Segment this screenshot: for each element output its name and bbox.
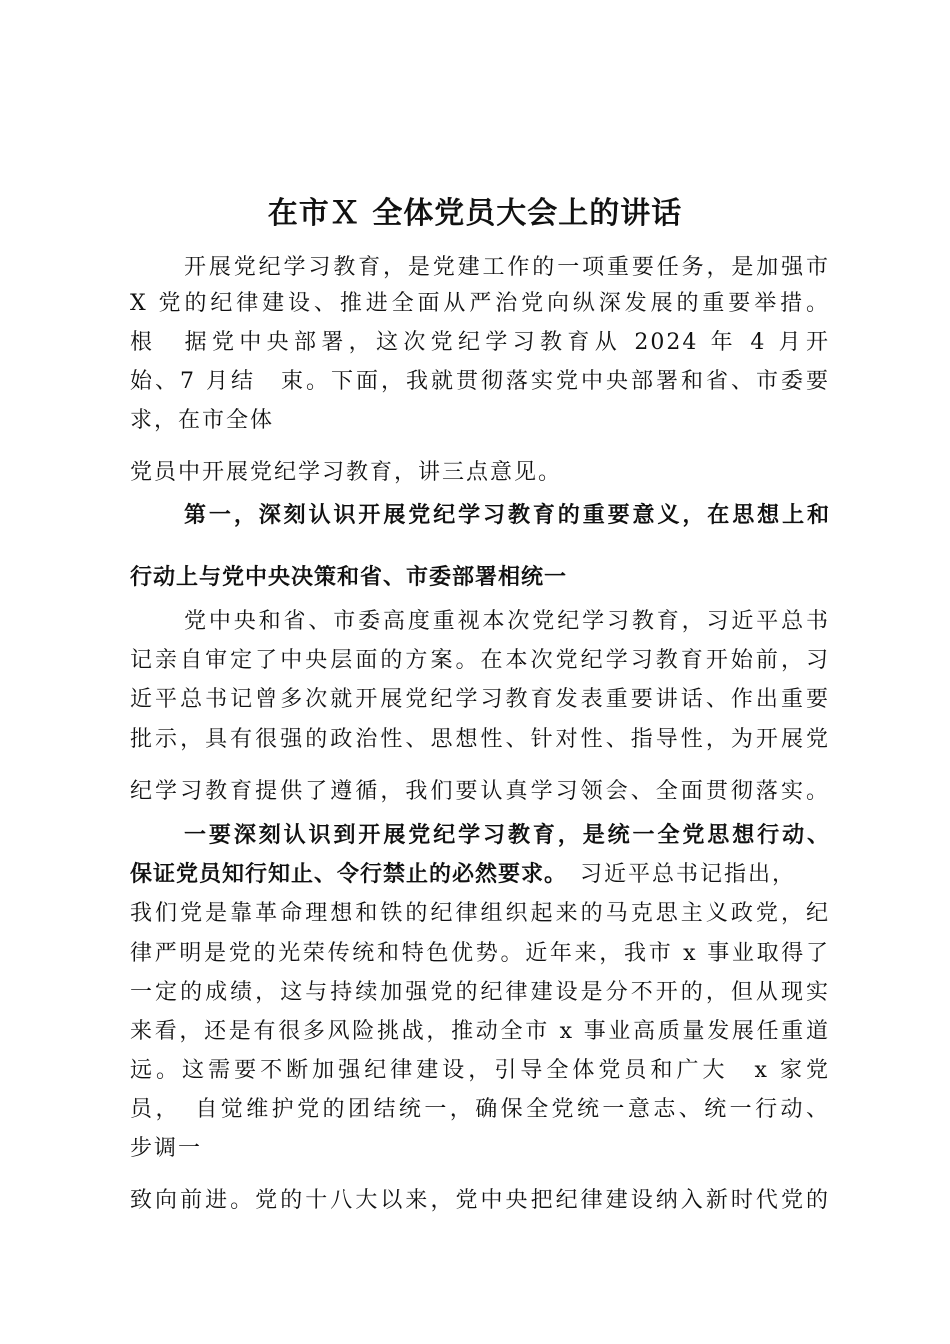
paragraph-text: 习近平总书记指出，	[556, 862, 797, 887]
bold-lead-text: 保证党员知行知止、令行禁止的必然要求。	[130, 862, 557, 887]
paragraph-line: 律严明是党的光荣传统和特色优势。近年来，我市 x 事业取得了	[130, 941, 830, 966]
paragraph-line: 始、7 月结 束。下面，我就贯彻落实党中央部署和省、市委要	[130, 369, 830, 394]
paragraph-line: 远。这需要不断加强纪律建设，引导全体党员和广大 x 家党	[130, 1058, 830, 1083]
paragraph-line: 我们党是靠革命理想和铁的纪律组织起来的马克思主义政党，纪	[130, 901, 830, 926]
paragraph-line: 求，在市全体	[130, 408, 275, 433]
paragraph-line: 党员中开展党纪学习教育，讲三点意见。	[130, 460, 563, 485]
paragraph-line: 致向前进。党的十八大以来，党中央把纪律建设纳入新时代党的	[130, 1188, 830, 1213]
paragraph-line: 党中央和省、市委高度重视本次党纪学习教育，习近平总书	[184, 609, 830, 634]
section-heading-line: 第一，深刻认识开展党纪学习教育的重要意义，在思想上和	[184, 503, 830, 528]
section-heading-line: 行动上与党中央决策和省、市委部署相统一	[130, 565, 568, 590]
paragraph-line: 步调一	[130, 1136, 203, 1161]
paragraph-line: 近平总书记曾多次就开展党纪学习教育发表重要讲话、作出重要	[130, 687, 830, 712]
mixed-line	[130, 859, 830, 891]
paragraph-line: 记亲自审定了中央层面的方案。在本次党纪学习教育开始前，习	[130, 648, 830, 673]
paragraph-line: 批示，具有很强的政治性、思想性、针对性、指导性，为开展党	[130, 727, 830, 752]
paragraph-line: 一定的成绩，这与持续加强党的纪律建设是分不开的，但从现实	[130, 980, 830, 1005]
paragraph-line: 根 据党中央部署，这次党纪学习教育从 2024 年 4 月开	[130, 330, 830, 355]
document-title: 在市Ｘ 全体党员大会上的讲话	[267, 196, 683, 231]
paragraph-line: 开展党纪学习教育，是党建工作的一项重要任务，是加强市	[184, 255, 830, 280]
paragraph-line: 员， 自觉维护党的团结统一，确保全党统一意志、统一行动、	[130, 1097, 830, 1122]
paragraph-line: X 党的纪律建设、推进全面从严治党向纵深发展的重要举措。	[130, 291, 830, 316]
paragraph-line: 纪学习教育提供了遵循，我们要认真学习领会、全面贯彻落实。	[130, 779, 830, 804]
bold-lead-line: 一要深刻认识到开展党纪学习教育，是统一全党思想行动、	[184, 823, 830, 848]
paragraph-line: 来看，还是有很多风险挑战，推动全市 x 事业高质量发展任重道	[130, 1019, 830, 1044]
